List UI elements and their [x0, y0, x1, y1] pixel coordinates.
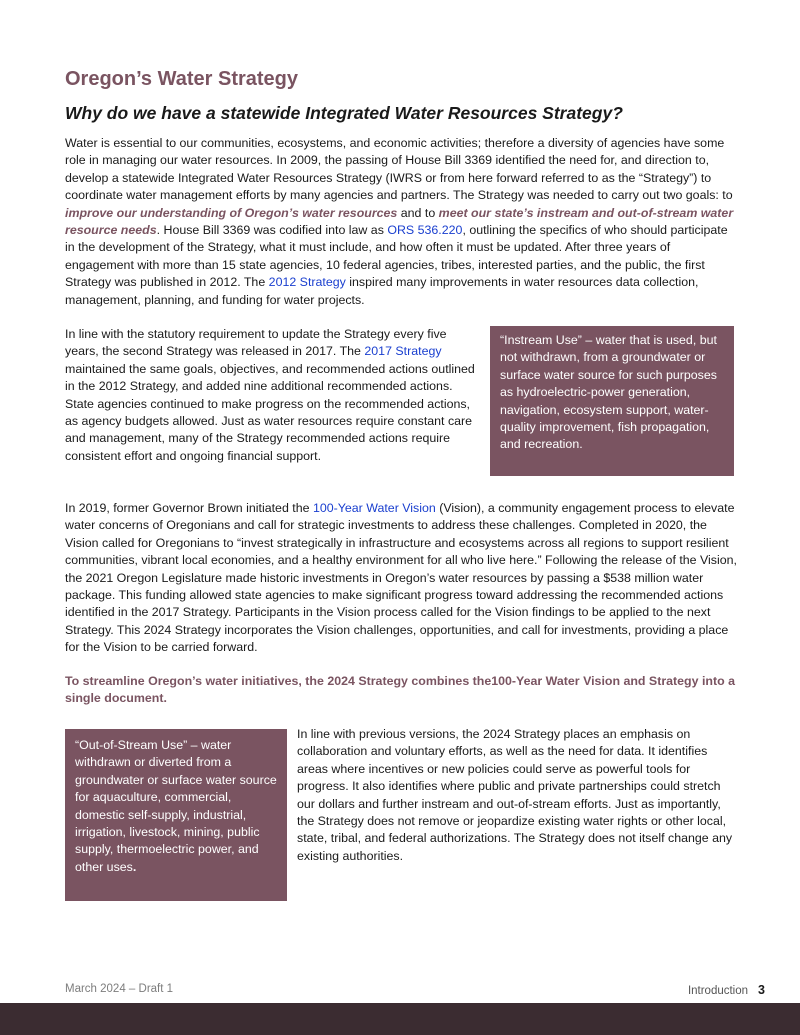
p1-emphasis-1: improve our understanding of Oregon’s water resources	[65, 205, 398, 220]
2012-strategy-link[interactable]: 2012 Strategy	[268, 275, 346, 290]
footer-section-label: Introduction	[687, 985, 749, 997]
footer-bar	[0, 1003, 800, 1035]
page-number: 3	[758, 983, 765, 997]
out-of-stream-use-definition: “Out-of-Stream Use” – water withdrawn or diverted from a groundwater or surface water source for aquaculture, commercial, domestic self-supply, industrial, irrigation, livestock, mining, public supply, thermoelectric power, and other uses	[75, 738, 277, 874]
intro-paragraph	[65, 135, 737, 309]
p1-text-1: Water is essential to our communities, ecosystems, and economic activities; therefore a diversity of agencies have some role in managing our water resources. In 2009, the passing of House Bill 3369 identified the need for, and direction to, develop a statewide Integrated Water Resources Strategy (IWRS or from here forward referred to as the “Strategy”) to coordinate water management efforts by many agencies and partners. The Strategy was needed to carry out two goals: to	[65, 136, 733, 203]
emphasis-paragraph: In line with previous versions, the 2024 Strategy places an emphasis on collaboration and voluntary efforts, as well as the need for data. It identifies areas where incentives or new policies could serve as powerful tools for progress. It also identifies where public and private partnerships could stretch our dollars and further instream and out-of-stream efforts. Just as importantly, the Strategy does not remove or jeopardize existing water rights or other local, state, tribal, and federal authorizations. The Strategy does not itself change any existing authorities.	[297, 727, 733, 863]
p1-text-5: inspired many improvements in water resources data collection, management, planning, and funding for water projects.	[65, 275, 699, 307]
p2-text-2: maintained the same goals, objectives, and recommended actions outlined in the 2012 Strategy, and added nine additional recommended actions. State agencies continued to make progress on the recommended actions, as agency budgets allowed. Just as water resources require constant care and management, many of the Strategy recommended actions require consistent effort and ongoing financial support.	[65, 361, 475, 463]
p3-text-1: In 2019, former Governor Brown initiated the	[65, 501, 313, 515]
p1-text-4: , outlining the specifics of who should participate in the development of the Strategy, what it must include, and how often it must be updated. After three years of engagement with more than 15 state agencies, 10 federal agencies, tribes, interested parties, and the public, the first Strategy was published in 2012. The	[65, 223, 728, 290]
p1-text-3: . House Bill 3369 was codified into law as	[156, 223, 388, 238]
section-subtitle: Why do we have a statewide Integrated Water Resources Strategy?	[65, 103, 623, 123]
second-strategy-paragraph	[65, 326, 483, 465]
out-of-stream-use-callout	[65, 729, 287, 901]
instream-use-definition: “Instream Use” – water that is used, but not withdrawn, from a groundwater or surface water source for such purposes as hydroelectric-power generation, navigation, ecosystem support, water-quality improvement, fish propagation, and recreation.	[500, 333, 717, 452]
2017-strategy-link[interactable]: 2017 Strategy	[364, 344, 442, 359]
p1-emphasis-2: meet our state’s instream and out-of-stream water resource needs	[65, 205, 734, 238]
highlight-statement: To streamline Oregon’s water initiatives, the 2024 Strategy combines the100-Year Water Vision and Strategy into a single document.	[65, 674, 735, 706]
footer-date: March 2024 – Draft 1	[65, 983, 174, 995]
footer-section	[688, 983, 765, 997]
page-title: Oregon’s Water Strategy	[65, 68, 299, 90]
p1-text-2: and to	[397, 205, 439, 220]
out-of-stream-use-period: .	[132, 859, 137, 874]
100-year-water-vision-link[interactable]: 100-Year Water Vision	[312, 501, 436, 515]
ors-536-220-link[interactable]: ORS 536.220	[387, 223, 463, 238]
p2-text-1: In line with the statutory requirement to update the Strategy every five years, the second Strategy was released in 2017. The	[65, 327, 447, 359]
vision-paragraph	[65, 500, 737, 657]
p3-text-2: (Vision), a community engagement process to elevate water concerns of Oregonians and call for strategic investments to address these challenges. Completed in 2020, the Vision called for Oregonians to “invest strategically in infrastructure and ecosystems across all regions to support resilient communities, vibrant local economies, and a healthy environment for all who live here.” Following the release of the Vision, the 2021 Oregon Legislature made historic investments in Oregon’s water resources by passing a $538 million water package. This funding allowed state agencies to make significant progress toward addressing the recommended actions identified in the 2017 Strategy. Participants in the Vision process called for the Vision findings to be applied to the next Strategy. This 2024 Strategy incorporates the Vision challenges, opportunities, and call for investments, providing a place for the Vision to be carried forward.	[65, 501, 737, 655]
instream-use-callout	[490, 326, 734, 476]
